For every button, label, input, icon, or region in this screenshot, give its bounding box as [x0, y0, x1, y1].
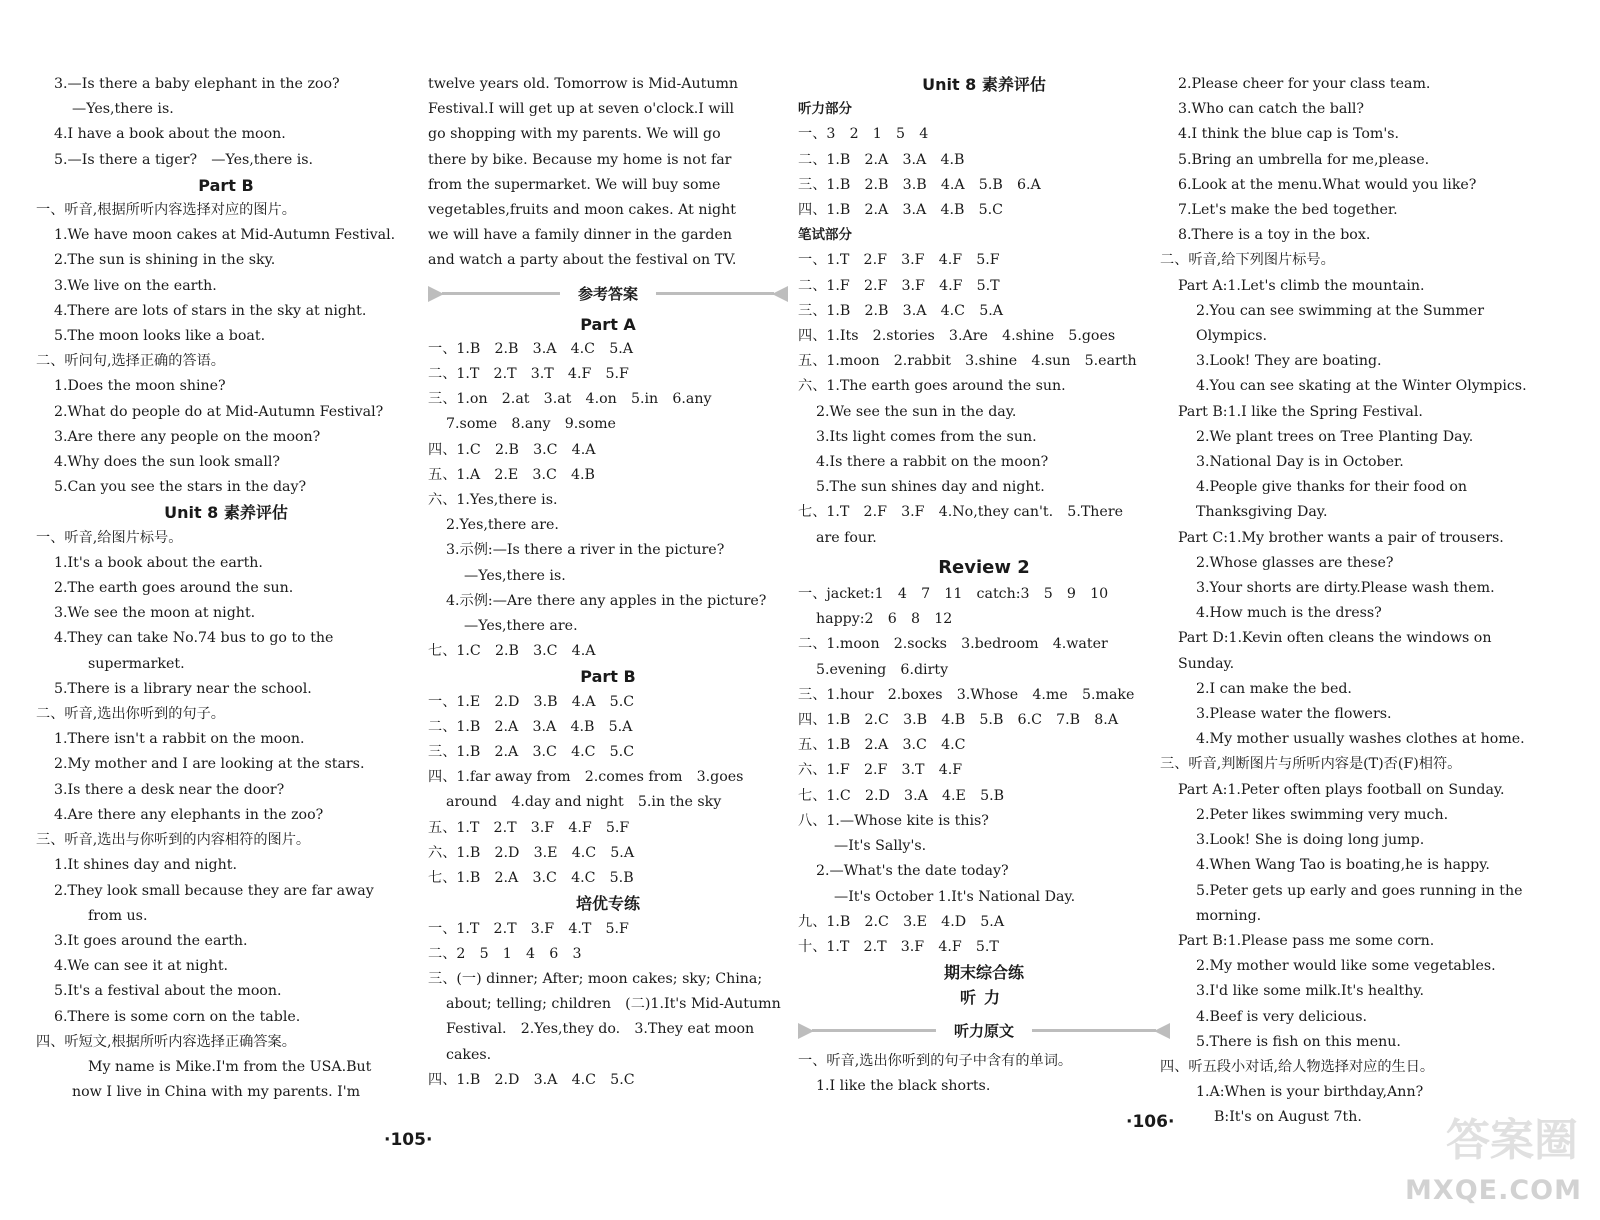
- text-line: 三、听音,选出与你听到的内容相符的图片。: [36, 832, 311, 849]
- section-heading: Part A: [580, 314, 636, 334]
- text-line: 5.evening 6.dirty: [816, 661, 949, 678]
- text-line: 二、1.B 2.A 3.A 4.B 5.A: [428, 718, 633, 735]
- text-line: 二、1.moon 2.socks 3.bedroom 4.water: [798, 636, 1108, 653]
- text-line: 四、1.C 2.B 3.C 4.A: [428, 441, 596, 458]
- text-line: 7.Let's make the bed together.: [1178, 202, 1398, 219]
- text-line: from the supermarket. We will buy some: [428, 176, 721, 193]
- text-line: 三、听音,判断图片与所听内容是(T)否(F)相符。: [1160, 756, 1462, 773]
- text-line: 5.There is a library near the school.: [54, 680, 312, 697]
- text-line: 3.Look! She is doing long jump.: [1196, 832, 1425, 849]
- text-line: 4.Beef is very delicious.: [1196, 1008, 1368, 1025]
- column-4: [1160, 72, 1538, 1131]
- text-line: 2.Yes,there are.: [446, 517, 559, 534]
- text-line: 五、1.A 2.E 3.C 4.B: [428, 466, 595, 483]
- column-3: [798, 72, 1170, 1099]
- text-line: 1.There isn't a rabbit on the moon.: [54, 731, 305, 748]
- text-line: 四、1.B 2.A 3.A 4.B 5.C: [798, 202, 1004, 219]
- page-number-left: ·105·: [384, 1130, 433, 1150]
- text-line: B:It's on August 7th.: [1214, 1109, 1362, 1126]
- text-line: 七、1.C 2.B 3.C 4.A: [428, 643, 596, 660]
- text-line: 4.There are lots of stars in the sky at night.: [54, 302, 367, 319]
- text-line: 四、1.B 2.C 3.B 4.B 5.B 6.C 7.B 8.A: [798, 712, 1119, 729]
- text-line: 4.示例:—Are there any apples in the picture?: [446, 592, 767, 609]
- text-line: 3.Its light comes from the sun.: [816, 428, 1037, 445]
- text-line: 三、(一) dinner; After; moon cakes; sky; China;: [428, 970, 763, 987]
- text-line: 1.Does the moon shine?: [54, 378, 226, 395]
- section-heading: Unit 8 素养评估: [164, 503, 288, 523]
- text-line: 3.National Day is in October.: [1196, 454, 1404, 471]
- text-line: 3.Are there any people on the moon?: [54, 428, 321, 445]
- text-line: 2.We see the sun in the day.: [816, 403, 1017, 420]
- text-line: 4.Why does the sun look small?: [54, 454, 281, 471]
- text-line: 一、jacket:1 4 7 11 catch:3 5 9 10: [798, 586, 1109, 603]
- text-line: 3.Please water the flowers.: [1196, 706, 1392, 723]
- page-number-right: ·106·: [1126, 1112, 1175, 1132]
- text-line: 3.Your shorts are dirty.Please wash them.: [1196, 580, 1495, 597]
- text-line: 2.Peter likes swimming very much.: [1196, 806, 1449, 823]
- text-line: Part B:1.I like the Spring Festival.: [1178, 403, 1423, 420]
- text-line: 5.—Is there a tiger? —Yes,there is.: [54, 151, 314, 168]
- text-line: Olympics.: [1196, 328, 1267, 345]
- banner-label: 参考答案: [560, 281, 656, 307]
- text-line: 2.My mother would like some vegetables.: [1196, 958, 1496, 975]
- text-line: about; telling; children (二)1.It's Mid-Autumn: [446, 996, 781, 1013]
- text-line: 4.We can see it at night.: [54, 958, 229, 975]
- text-line: 2.They look small because they are far away: [54, 882, 374, 899]
- text-line: 二、听音,选出你听到的句子。: [36, 706, 225, 723]
- text-line: 四、1.Its 2.stories 3.Are 4.shine 5.goes: [798, 328, 1116, 345]
- text-line: 六、1.The earth goes around the sun.: [798, 378, 1066, 395]
- text-line: 3.I'd like some milk.It's healthy.: [1196, 983, 1425, 1000]
- text-line: 1.I like the black shorts.: [816, 1077, 991, 1094]
- column-2: [428, 72, 788, 1093]
- text-line: cakes.: [446, 1046, 492, 1063]
- text-line: 十、1.T 2.T 3.F 4.F 5.T: [798, 938, 999, 955]
- text-line: 2.You can see swimming at the Summer: [1196, 302, 1484, 319]
- text-line: —Yes,there is.: [72, 101, 174, 118]
- text-line: 一、1.E 2.D 3.B 4.A 5.C: [428, 693, 635, 710]
- section-heading: Part B: [198, 175, 254, 195]
- text-line: 1.It's a book about the earth.: [54, 554, 263, 571]
- text-line: morning.: [1196, 907, 1262, 924]
- watermark-logo: 答案圈: [1446, 1115, 1578, 1166]
- text-line: 一、1.T 2.F 3.F 4.F 5.F: [798, 252, 1000, 269]
- text-line: 4.People give thanks for their food on: [1196, 479, 1468, 496]
- text-line: we will have a family dinner in the garden: [428, 227, 733, 244]
- text-line: Part B:1.Please pass me some corn.: [1178, 932, 1435, 949]
- text-line: 六、1.Yes,there is.: [428, 492, 558, 509]
- text-line: around 4.day and night 5.in the sky: [446, 794, 722, 811]
- text-line: 4.Is there a rabbit on the moon?: [816, 454, 1049, 471]
- section-heading: 培优专练: [575, 894, 640, 914]
- section-heading: Part B: [580, 667, 636, 687]
- text-line: 3.Who can catch the ball?: [1178, 101, 1365, 118]
- column-1: [36, 72, 416, 1105]
- text-line: 八、1.—Whose kite is this?: [798, 812, 989, 829]
- text-line: 一、3 2 1 5 4: [798, 126, 929, 143]
- text-line: —It's Sally's.: [834, 838, 927, 855]
- text-line: 二、1.F 2.F 3.F 4.F 5.T: [798, 277, 1000, 294]
- text-line: Festival.I will get up at seven o'clock.I will: [428, 101, 735, 118]
- text-line: My name is Mike.I'm from the USA.But: [88, 1058, 372, 1075]
- text-line: 4.When Wang Tao is boating,he is happy.: [1196, 857, 1490, 874]
- text-line: 六、1.B 2.D 3.E 4.C 5.A: [428, 844, 635, 861]
- text-line: 2.The sun is shining in the sky.: [54, 252, 276, 269]
- text-line: 一、听音,给图片标号。: [36, 529, 183, 546]
- text-line: 3.We live on the earth.: [54, 277, 217, 294]
- text-line: are four.: [816, 529, 877, 546]
- text-line: 2.—What's the date today?: [816, 863, 1009, 880]
- text-line: twelve years old. Tomorrow is Mid-Autumn: [428, 76, 739, 92]
- text-line: now I live in China with my parents. I'm: [72, 1084, 361, 1101]
- text-line: 一、1.T 2.T 3.F 4.T 5.F: [428, 920, 629, 937]
- text-line: 三、1.on 2.at 3.at 4.on 5.in 6.any: [428, 391, 712, 408]
- text-line: Sunday.: [1178, 655, 1235, 672]
- text-line: 五、1.moon 2.rabbit 3.shine 4.sun 5.earth: [798, 353, 1137, 370]
- text-line: 四、听五段小对话,给人物选择对应的生日。: [1160, 1058, 1435, 1075]
- text-line: and watch a party about the festival on TV.: [428, 252, 737, 269]
- text-line: 4.I think the blue cap is Tom's.: [1178, 126, 1400, 143]
- text-line: 4.Are there any elephants in the zoo?: [54, 806, 324, 823]
- watermark-text: MXQE.COM: [1405, 1175, 1582, 1206]
- text-line: 四、1.B 2.D 3.A 4.C 5.C: [428, 1071, 635, 1088]
- text-line: 4.My mother usually washes clothes at home.: [1196, 731, 1525, 748]
- text-line: 二、2 5 1 4 6 3: [428, 945, 582, 962]
- section-heading: Unit 8 素养评估: [922, 75, 1046, 94]
- text-line: —Yes,there are.: [464, 618, 578, 635]
- text-line: 七、1.B 2.A 3.C 4.C 5.B: [428, 870, 634, 887]
- text-line: 3.示例:—Is there a river in the picture?: [446, 542, 725, 559]
- text-line: 2.The earth goes around the sun.: [54, 580, 294, 597]
- subsection-heading: 笔试部分: [798, 227, 852, 244]
- text-line: 1.We have moon cakes at Mid-Autumn Festival.: [54, 227, 396, 244]
- text-line: 5.The moon looks like a boat.: [54, 328, 266, 345]
- text-line: Part A:1.Peter often plays football on Sunday.: [1178, 781, 1505, 798]
- subsection-heading: 听力部分: [798, 101, 852, 118]
- text-line: 2.Please cheer for your class team.: [1178, 76, 1431, 92]
- text-line: vegetables,fruits and moon cakes. At night: [428, 202, 736, 219]
- text-line: 三、1.hour 2.boxes 3.Whose 4.me 5.make: [798, 686, 1135, 703]
- text-line: Part C:1.My brother wants a pair of trousers.: [1178, 529, 1504, 546]
- text-line: 2.I can make the bed.: [1196, 680, 1352, 697]
- text-line: 6.There is some corn on the table.: [54, 1008, 301, 1025]
- text-line: 4.They can take No.74 bus to go to the: [54, 630, 334, 647]
- text-line: Part A:1.Let's climb the mountain.: [1178, 277, 1425, 294]
- text-line: 5.The sun shines day and night.: [816, 479, 1045, 496]
- text-line: 七、1.C 2.D 3.A 4.E 5.B: [798, 787, 1005, 804]
- text-line: 4.I have a book about the moon.: [54, 126, 286, 143]
- text-line: 2.My mother and I are looking at the stars.: [54, 756, 365, 773]
- section-banner: [798, 1017, 1170, 1045]
- text-line: 4.How much is the dress?: [1196, 605, 1382, 622]
- text-line: 2.What do people do at Mid-Autumn Festival?: [54, 403, 384, 420]
- section-heading: 听力: [959, 988, 1008, 1008]
- text-line: 二、1.B 2.A 3.A 4.B: [798, 151, 965, 168]
- text-line: 六、1.F 2.F 3.T 4.F: [798, 762, 963, 779]
- text-line: 五、1.B 2.A 3.C 4.C: [798, 737, 966, 754]
- text-line: —It's October 1.It's National Day.: [834, 888, 1076, 905]
- text-line: 7.some 8.any 9.some: [446, 416, 616, 433]
- text-line: Festival. 2.Yes,they do. 3.They eat moon: [446, 1021, 755, 1038]
- text-line: 二、听音,给下列图片标号。: [1160, 252, 1335, 269]
- text-line: 5.Can you see the stars in the day?: [54, 479, 307, 496]
- section-heading: Review 2: [938, 556, 1030, 578]
- text-line: 2.We plant trees on Tree Planting Day.: [1196, 428, 1474, 445]
- text-line: go shopping with my parents. We will go: [428, 126, 721, 143]
- section-heading: 期末综合练: [943, 963, 1024, 983]
- text-line: 二、1.T 2.T 3.T 4.F 5.F: [428, 366, 629, 383]
- text-line: 七、1.T 2.F 3.F 4.No,they can't. 5.There: [798, 504, 1124, 521]
- text-line: Thanksgiving Day.: [1196, 504, 1328, 521]
- text-line: 3.Is there a desk near the door?: [54, 781, 285, 798]
- text-line: there by bike. Because my home is not far: [428, 151, 732, 168]
- text-line: supermarket.: [88, 655, 185, 672]
- text-line: 二、听问句,选择正确的答语。: [36, 353, 225, 370]
- section-banner: [428, 280, 788, 308]
- text-line: happy:2 6 8 12: [816, 611, 953, 628]
- text-line: 三、1.B 2.B 3.B 4.A 5.B 6.A: [798, 176, 1041, 193]
- text-line: 8.There is a toy in the box.: [1178, 227, 1371, 244]
- text-line: Part D:1.Kevin often cleans the windows on: [1178, 630, 1492, 647]
- text-line: —Yes,there is.: [464, 567, 566, 584]
- text-line: 九、1.B 2.C 3.E 4.D 5.A: [798, 913, 1005, 930]
- text-line: 四、1.far away from 2.comes from 3.goes: [428, 769, 744, 786]
- text-line: 5.Bring an umbrella for me,please.: [1178, 151, 1430, 168]
- text-line: 3.It goes around the earth.: [54, 932, 248, 949]
- text-line: 5.Peter gets up early and goes running in the: [1196, 882, 1523, 899]
- text-line: 5.There is fish on this menu.: [1196, 1033, 1401, 1050]
- watermark: [1405, 1110, 1582, 1210]
- text-line: 3.—Is there a baby elephant in the zoo?: [54, 76, 340, 92]
- text-line: 1.A:When is your birthday,Ann?: [1196, 1084, 1424, 1101]
- text-line: 三、1.B 2.A 3.C 4.C 5.C: [428, 744, 635, 761]
- text-line: 五、1.T 2.T 3.F 4.F 5.F: [428, 819, 630, 836]
- text-line: from us.: [88, 907, 148, 924]
- text-line: 一、听音,选出你听到的句子中含有的单词。: [798, 1052, 1073, 1069]
- text-line: 四、听短文,根据所听内容选择正确答案。: [36, 1033, 296, 1050]
- text-line: 4.You can see skating at the Winter Olympics.: [1196, 378, 1527, 395]
- text-line: 三、1.B 2.B 3.A 4.C 5.A: [798, 302, 1004, 319]
- text-line: 3.We see the moon at night.: [54, 605, 256, 622]
- text-line: 5.It's a festival about the moon.: [54, 983, 282, 1000]
- text-line: 6.Look at the menu.What would you like?: [1178, 176, 1477, 193]
- banner-label: 听力原文: [936, 1018, 1032, 1044]
- text-line: 3.Look! They are boating.: [1196, 353, 1382, 370]
- text-line: 一、1.B 2.B 3.A 4.C 5.A: [428, 340, 634, 357]
- text-line: 一、听音,根据所听内容选择对应的图片。: [36, 202, 296, 219]
- text-line: 1.It shines day and night.: [54, 857, 237, 874]
- text-line: 2.Whose glasses are these?: [1196, 554, 1394, 571]
